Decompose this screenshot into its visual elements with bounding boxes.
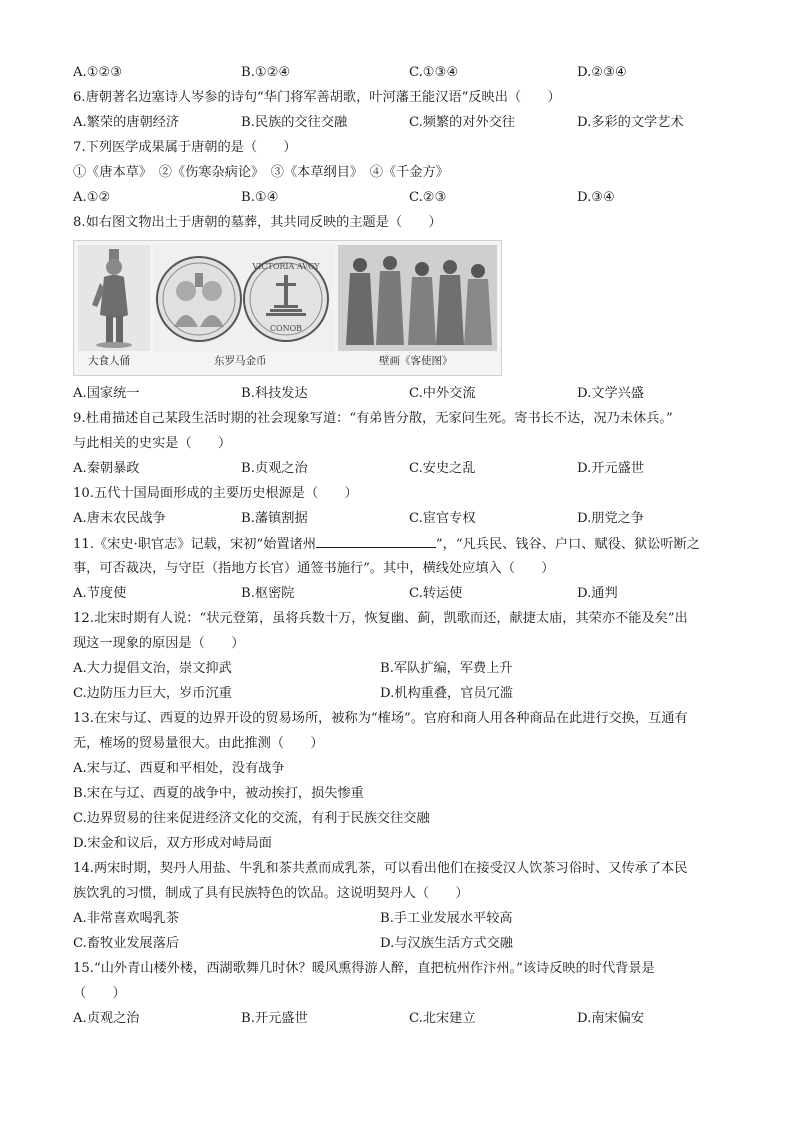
q14-option-d[interactable]: D.与汉族生活方式交融 [380, 936, 513, 951]
q13-stem-line2: 无，榷场的贸易量很大。由此推测（ ） [73, 736, 324, 751]
q15-option-a[interactable]: A.贞观之治 [73, 1011, 140, 1026]
q10-stem: 10.五代十国局面形成的主要历史根源是（ ） [73, 486, 358, 501]
coins-caption: 东罗马金币 [214, 355, 267, 367]
q6-stem: 6.唐朝著名边塞诗人岑参的诗句“华门将军善胡歌，叶河藩王能汉语”反映出（ ） [73, 90, 561, 105]
q5-option-b[interactable]: B.①②④ [241, 65, 291, 80]
q5-option-a[interactable]: A.①②③ [73, 65, 123, 80]
q6-options [73, 114, 753, 132]
q15-stem-line2: （ ） [73, 986, 126, 1001]
q8-artifact-figure [73, 240, 502, 376]
coins-image [154, 245, 334, 351]
q13-option-d[interactable]: D.宋金和议后，双方形成对峙局面 [73, 836, 272, 851]
q9-option-b[interactable]: B.贞观之治 [241, 461, 308, 476]
q15-stem-line1: 15.“山外青山楼外楼，西湖歌舞几时休？暖风熏得游人醉，直把杭州作汴州。”该诗反映的时代背景是 [73, 961, 655, 976]
figurine-image [78, 245, 150, 351]
q11-stem-line1 [73, 535, 700, 554]
q10-option-c[interactable]: C.宦官专权 [409, 511, 476, 526]
q6-option-c[interactable]: C.频繁的对外交往 [409, 115, 516, 130]
q5-option-d[interactable]: D.②③④ [577, 65, 627, 80]
q9-stem-line2: 与此相关的史实是（ ） [73, 436, 232, 451]
q8-stem: 8.如右图文物出土于唐朝的墓葬，其共同反映的主题是（ ） [73, 215, 442, 230]
q8-option-c[interactable]: C.中外交流 [409, 386, 476, 401]
q7-options [73, 189, 753, 207]
q12-stem-line2: 现这一现象的原因是（ ） [73, 636, 245, 651]
q13-stem-line1: 13.在宋与辽、西夏的边界开设的贸易场所，被称为“榷场”。官府和商人用各种商品在此进行交换，互通有 [73, 711, 688, 726]
q12-options-row1 [73, 660, 753, 678]
q15-option-c[interactable]: C.北宋建立 [409, 1011, 476, 1026]
q9-stem-line1: 9.杜甫描述自己某段生活时期的社会现象写道：“有弟皆分散，无家问生死。寄书长不达，况乃未休兵。” [73, 411, 673, 426]
q7-option-a[interactable]: A.①② [73, 190, 111, 205]
q13-option-a[interactable]: A.宋与辽、西夏和平相处，没有战争 [73, 761, 285, 776]
q7-option-d[interactable]: D.③④ [577, 190, 615, 205]
q14-options-row1 [73, 910, 753, 928]
q9-option-a[interactable]: A.秦朝暴政 [73, 461, 140, 476]
q5-options [73, 64, 753, 82]
q6-option-d[interactable]: D.多彩的文学艺术 [577, 115, 684, 130]
q12-options-row2 [73, 685, 753, 703]
q15-option-d[interactable]: D.南宋偏安 [577, 1011, 645, 1026]
q6-option-a[interactable]: A.繁荣的唐朝经济 [73, 115, 180, 130]
q15-option-b[interactable]: B.开元盛世 [241, 1011, 308, 1026]
q11-option-b[interactable]: B.枢密院 [241, 586, 295, 601]
q11-option-a[interactable]: A.节度使 [73, 586, 127, 601]
q11-stem-line2: 事，可否裁决，与守臣（指地方长官）通签书施行”。其中，横线处应填入（ ） [73, 561, 555, 576]
q9-options [73, 460, 753, 478]
q13-option-c[interactable]: C.边界贸易的往来促进经济文化的交流，有利于民族交往交融 [73, 811, 430, 826]
q7-items: ①《唐本草》 ②《伤寒杂病论》 ③《本草纲目》 ④《千金方》 [73, 165, 449, 180]
q12-stem-line1: 12.北宋时期有人说：“状元登第，虽将兵数十万，恢复幽、蓟，凯歌而还，献捷太庙，其荣亦不能及矣”出 [73, 611, 688, 626]
q5-option-c[interactable]: C.①③④ [409, 65, 459, 80]
q13-option-b[interactable]: B.宋在与辽、西夏的战争中，被动挨打，损失惨重 [73, 786, 364, 801]
q12-option-c[interactable]: C.边防压力巨大，岁币沉重 [73, 686, 232, 701]
q10-option-d[interactable]: D.朋党之争 [577, 511, 645, 526]
q12-option-b[interactable]: B.军队扩编，军费上升 [380, 661, 513, 676]
q14-stem-line1: 14.两宋时期，契丹人用盐、牛乳和茶共煮而成乳茶，可以看出他们在接受汉人饮茶习俗时、又传承了本民 [73, 861, 688, 876]
q15-options [73, 1010, 753, 1028]
q10-options [73, 510, 753, 528]
q7-stem: 7.下列医学成果属于唐朝的是（ ） [73, 140, 297, 155]
q11-stem-part2: ”，“凡兵民、钱谷、户口、赋役、狱讼听断之 [435, 537, 700, 552]
q14-option-b[interactable]: B.手工业发展水平较高 [380, 911, 513, 926]
q14-option-c[interactable]: C.畜牧业发展落后 [73, 936, 180, 951]
q8-option-a[interactable]: A.国家统一 [73, 386, 140, 401]
q11-stem-part1: 11.《宋史·职官志》记载，宋初“始置诸州 [73, 537, 316, 552]
q7-option-b[interactable]: B.①④ [241, 190, 279, 205]
mural-caption: 壁画《客使图》 [379, 355, 453, 367]
q9-option-c[interactable]: C.安史之乱 [409, 461, 476, 476]
q8-options [73, 385, 753, 403]
q11-fill-blank[interactable] [316, 535, 436, 548]
q10-option-b[interactable]: B.藩镇割据 [241, 511, 308, 526]
q11-options [73, 585, 753, 603]
q9-option-d[interactable]: D.开元盛世 [577, 461, 645, 476]
q12-option-d[interactable]: D.机构重叠，官员冗滥 [380, 686, 513, 701]
mural-image [338, 245, 497, 351]
coin-legend-text: VICTORIA AVGY [252, 262, 320, 271]
q12-option-a[interactable]: A.大力提倡文治，崇文抑武 [73, 661, 232, 676]
q8-option-b[interactable]: B.科技发达 [241, 386, 308, 401]
q14-stem-line2: 族饮乳的习惯，制成了具有民族特色的饮品。这说明契丹人（ ） [73, 886, 469, 901]
q11-option-c[interactable]: C.转运使 [409, 586, 463, 601]
q11-option-d[interactable]: D.通判 [577, 586, 618, 601]
q6-option-b[interactable]: B.民族的交往交融 [241, 115, 348, 130]
q10-option-a[interactable]: A.唐末农民战争 [73, 511, 166, 526]
q14-option-a[interactable]: A.非常喜欢喝乳茶 [73, 911, 180, 926]
q8-option-d[interactable]: D.文学兴盛 [577, 386, 645, 401]
coin-exergue-text: CONOB [269, 324, 303, 333]
q14-options-row2 [73, 935, 753, 953]
figurine-caption: 大食人俑 [88, 355, 130, 367]
q7-option-c[interactable]: C.②③ [409, 190, 447, 205]
